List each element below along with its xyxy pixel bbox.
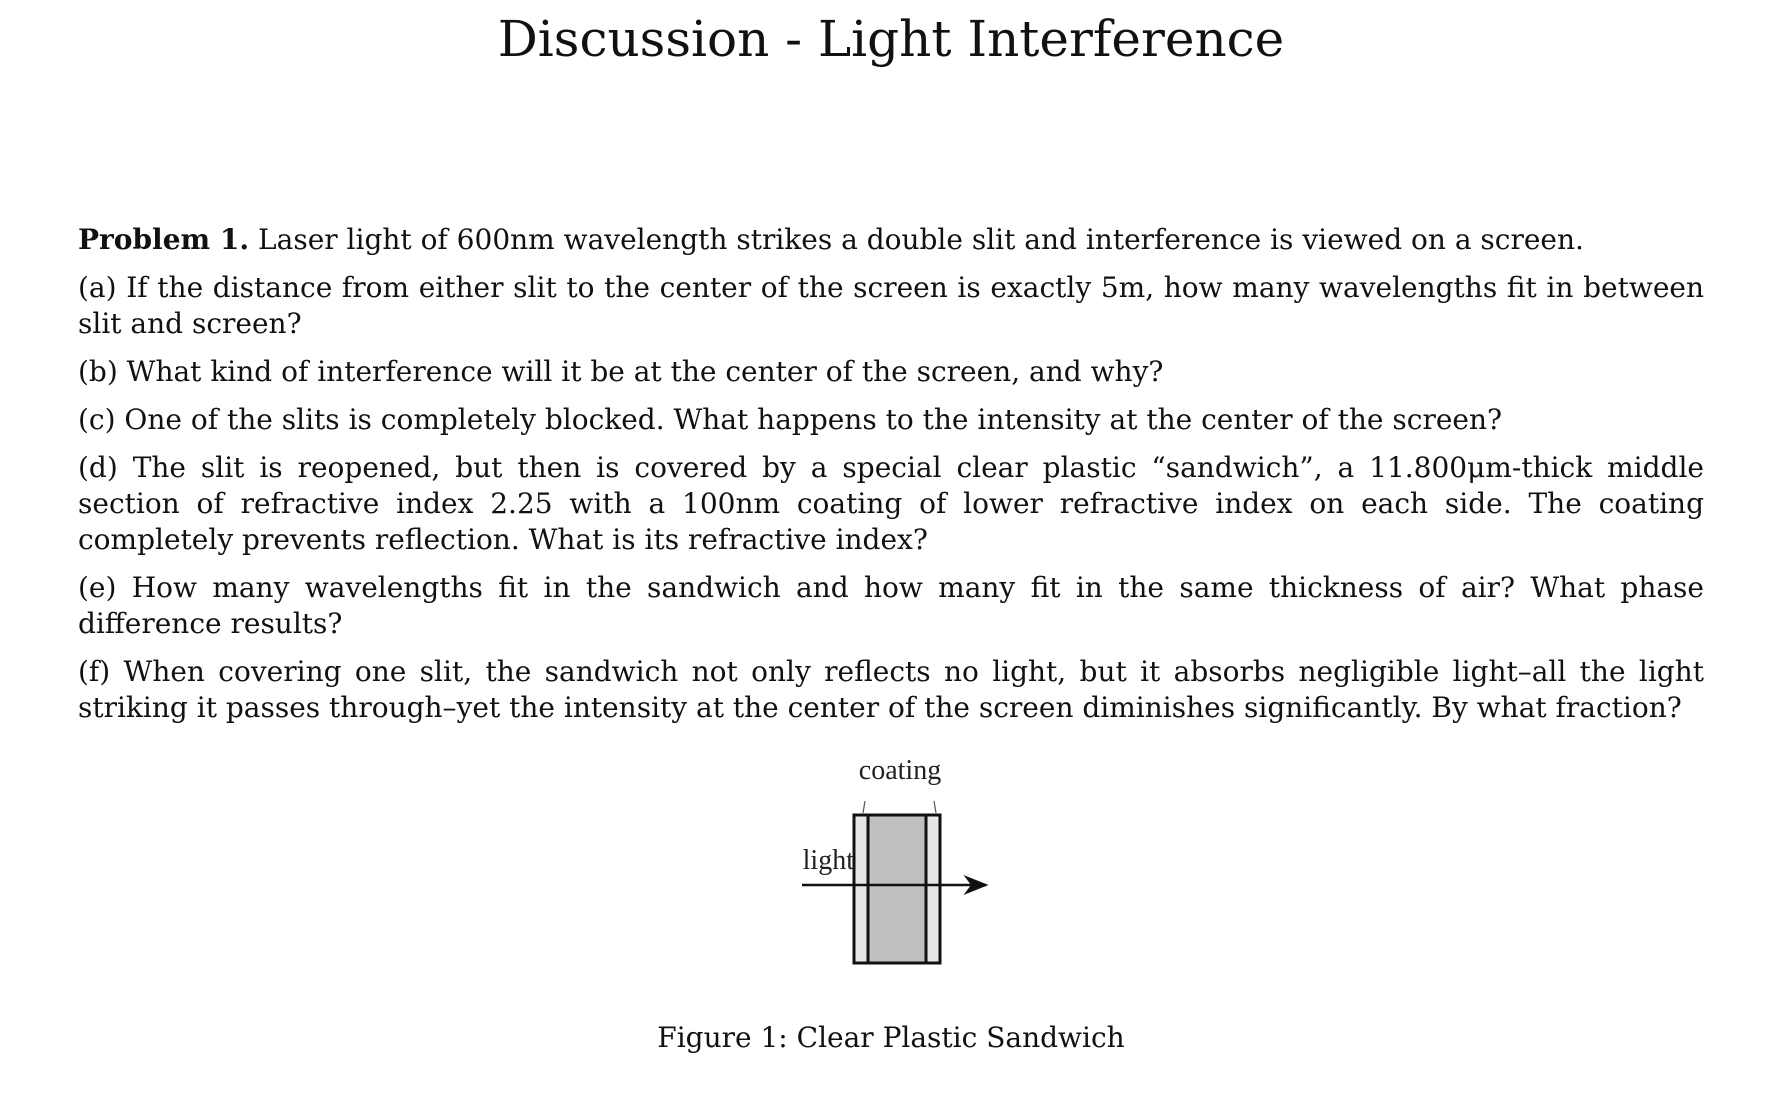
part-f: (f) When covering one slit, the sandwich not only reflects no light, but it absorbs negligible light–all the light striking it passes through–yet the intensity at the center of the screen diminishes significantly. By what fraction? [78,655,1704,724]
problem-label: Problem 1. [78,223,250,256]
coating-pointer-left [863,801,865,813]
problem-intro-text: Laser light of 600nm wavelength strikes a double slit and interference is viewed on a screen. [258,223,1584,256]
sandwich-figure [770,745,1010,975]
part-b: (b) What kind of interference will it be at the center of the screen, and why? [78,355,1164,388]
coating-label: coating [858,755,942,786]
problem-section [78,222,1704,738]
part-a: (a) If the distance from either slit to the center of the screen is exactly 5m, how many wavelengths fit in between slit and screen? [78,271,1704,340]
part-c: (c) One of the slits is completely blocked. What happens to the intensity at the center of the screen? [78,403,1503,436]
light-label: light [802,845,854,876]
part-d: (d) The slit is reopened, but then is covered by a special clear plastic “sandwich”, a 11.800μm-thick middle section of refractive index 2.25 with a 100nm coating of lower refractive index on each side. The coating completely prevents reflection. What is its refractive index? [78,451,1704,556]
coating-layer-left [854,815,868,963]
sandwich-diagram [770,745,1010,975]
middle-section [868,815,926,963]
coating-layer-right [926,815,940,963]
figure-caption: Figure 1: Clear Plastic Sandwich [657,1021,1125,1054]
problem-intro [78,222,1704,258]
part-e: (e) How many wavelengths fit in the sandwich and how many fit in the same thickness of air? What phase difference results? [78,571,1704,640]
coating-pointer-right [934,801,936,813]
page-title: Discussion - Light Interference [497,10,1285,68]
